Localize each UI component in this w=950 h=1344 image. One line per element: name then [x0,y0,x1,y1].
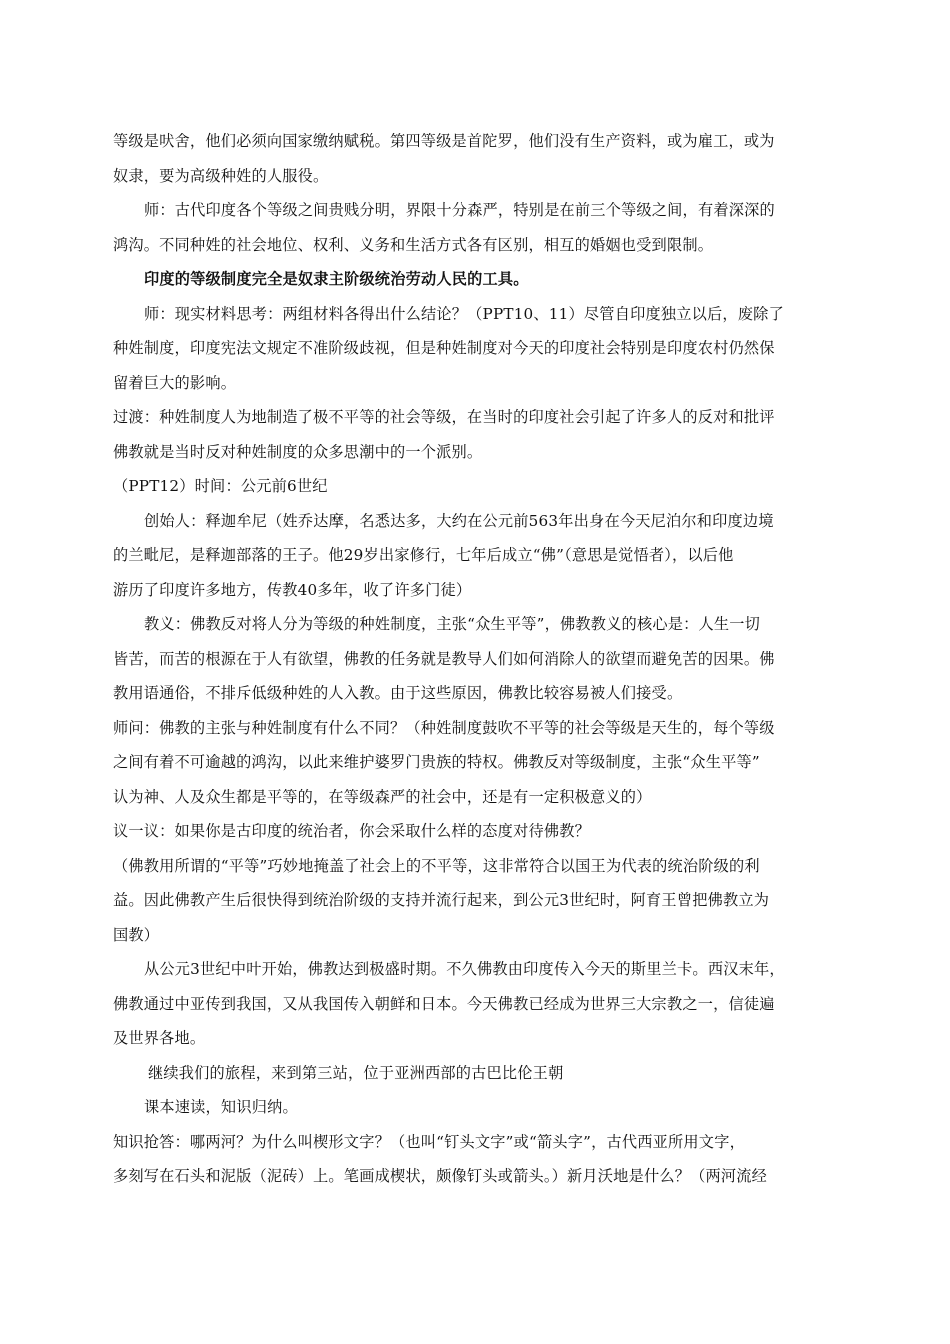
text-line: 继续我们的旅程，来到第三站，位于亚洲西部的古巴比伦王朝 [148,1063,564,1082]
text-line: 种姓制度，印度宪法文规定不准阶级歧视，但是种姓制度对今天的印度社会特别是印度农村仍然保 [113,339,775,357]
text-line: 教用语通俗，不排斥低级种姓的人入教。由于这些原因，佛教比较容易被人们接受。 [113,684,683,702]
text-line: 及世界各地。 [113,1029,206,1047]
text-line: 之间有着不可逾越的鸿沟，以此来维护婆罗门贵族的特权。佛教反对等级制度，主张“众生平等” [113,753,760,771]
text-line: 国教） [113,925,160,944]
text-line: 佛教通过中亚传到我国，又从我国传入朝鲜和日本。今天佛教已经成为世界三大宗教之一，信徒遍 [113,994,775,1013]
text-line: （PPT12）时间：公元前6世纪 [113,477,328,495]
text-line: （佛教用所谓的“平等”巧妙地掩盖了社会上的不平等，这非常符合以国王为代表的统治阶级的利 [113,856,760,875]
text-line: 游历了印度许多地方，传教40多年，收了许多门徒） [113,580,472,599]
text-line: 过渡：种姓制度人为地制造了极不平等的社会等级，在当时的印度社会引起了许多人的反对和批评 [113,408,775,426]
text-line: 师：现实材料思考：两组材料各得出什么结论？（PPT10、11）尽管自印度独立以后，废除了 [144,304,784,323]
text-line: 教义：佛教反对将人分为等级的种姓制度，主张“众生平等”，佛教教义的核心是：人生一切 [144,615,761,633]
text-line: 的兰毗尼，是释迦部落的王子。他29岁出家修行，七年后成立“佛”（意思是觉悟者），以后他 [113,546,734,564]
text-line: 留着巨大的影响。 [113,373,237,392]
text-line: 佛教就是当时反对种姓制度的众多思潮中的一个派别。 [113,442,483,461]
text-line: 师：古代印度各个等级之间贵贱分明，界限十分森严，特别是在前三个等级之间，有着深深的 [144,201,775,219]
text-line: 多刻写在石头和泥版（泥砖）上。笔画成楔状，颇像钉头或箭头。）新月沃地是什么？（两河流经 [113,1167,768,1185]
text-line: 议一议：如果你是古印度的统治者，你会采取什么样的态度对待佛教？ [113,822,591,840]
text-line: 等级是吠舍，他们必须向国家缴纳赋税。第四等级是首陀罗，他们没有生产资料，或为雇工，或为 [113,132,775,150]
text-line: 创始人：释迦牟尼（姓乔达摩，名悉达多，大约在公元前563年出身在今天尼泊尔和印度边境 [144,511,774,530]
text-line: 认为神、人及众生都是平等的，在等级森严的社会中，还是有一定积极意义的） [113,787,652,806]
text-line: 从公元3世纪中叶开始，佛教达到极盛时期。不久佛教由印度传入今天的斯里兰卡。西汉末年， [144,960,785,978]
text-line: 师问：佛教的主张与种姓制度有什么不同？（种姓制度鼓吹不平等的社会等级是天生的，每个等级 [113,718,775,737]
text-line: 鸿沟。不同种姓的社会地位、权利、义务和生活方式各有区别，相互的婚姻也受到限制。 [113,235,714,254]
text-line: 皆苦，而苦的根源在于人有欲望，佛教的任务就是教导人们如何消除人的欲望而避免苦的因果。佛 [113,649,775,668]
text-line: 课本速读，知识归纳。 [144,1098,298,1116]
text-line: 知识抢答：哪两河？为什么叫楔形文字？（也叫“钉头文字”或“箭头字”，古代西亚所用文字， [113,1132,745,1151]
text-line: 益。因此佛教产生后很快得到统治阶级的支持并流行起来，到公元3世纪时，阿育王曾把佛教立为 [113,891,770,909]
document-page [113,124,840,1194]
bold-heading-line: 印度的等级制度完全是奴隶主阶级统治劳动人民的工具。 [144,270,529,288]
text-line: 奴隶，要为高级种姓的人服役。 [113,166,329,185]
